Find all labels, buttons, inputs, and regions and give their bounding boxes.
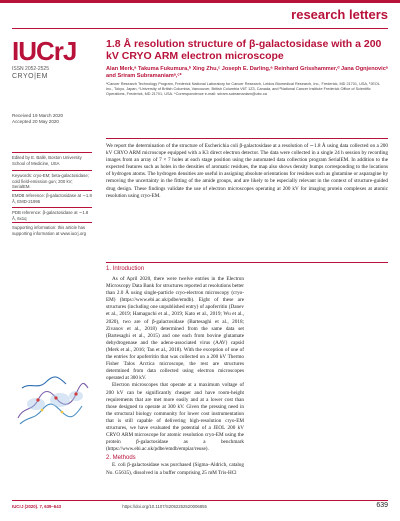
intro-paragraph-1: As of April 2020, there were twelve entries in the Electron Microscopy Data Bank for structures reported at resolutions better than 2.0 Å using single-particle cryo-electron microscopy (cryo-EM) (https://www.ebi.ac.uk/pdbe/emdb). Eight of these are structures (including one unpublished entry) of apoferritin (Danev et al., 2019; Hamaguchi et al., 2019; Kato et al., 2019; Wu et al., 2020), two are of β-galactosidase (Bartesaghi et al., 2018; Zivanov et al., 2018) determined from the same data set (Bartesaghi et al., 2015) and one each from bovine glutamate dehydrogenase and the adeno-associated virus (AAV) capsid (Merk et al., 2016; Tan et al., 2018). With the exception of one of the entries for apoferritin that was collected on a 200 kV Thermo Fisher Talos Arctica microscope, the rest are structures determined from data collected using electron microscopes operated at 300 kV.	[106, 276, 244, 382]
emdb-reference: EMDB reference: β-galactosidase at ∼1.8 Å, EMD-21995	[12, 190, 92, 204]
methods-paragraph-1: E. coli β-galactosidase was purchased (Sigma–Aldrich, catalog No. G5635), dissolved in a buffer comprising 25 mM Tris-HCl	[106, 462, 244, 476]
affiliations: ᵃCancer Research Technology Program, Frederick National Laboratory for Cancer Research, Leidos Biomedical Research, Inc., Frederick, MD 21701, USA, ᵇJEOL Inc., Tokyo, Japan, ᶜUniversity of British Columbia, Vancouver, British Columbia V6T 1Z3, Canada, and ᵈNational Cancer Institute Frederick Office of Scientific Operations, Frederick, MD 21701, USA. *Correspondence e-mail: sriram.subramaniam@ubc.ca	[106, 82, 380, 96]
abstract-top-rule	[106, 138, 388, 139]
supporting-info: Supporting information: this article has supporting information at www.iucrj.org	[12, 222, 92, 236]
header-rule	[12, 28, 388, 29]
abstract: We report the determination of the structure of Escherichia coli β-galactosidase at a resolution of ∼1.8 Å using data collected on a 200 kV CRYO ARM microscope equipped with a K3 direct electron detector. The data were collected in a single 24 h session by recording images from an array of 7 × 7 holes at each stage position using the automated data collection program SerialEM. In addition to the expected features such as holes in the densities of aromatic residues, the map also shows density bumps corresponding to the locations of hydrogen atoms. The hydrogen densities are useful in assigning absolute orientations for residues such as glutamine or asparagine by removing the uncertainty in the fitting of the amide groups, and are likely to be especially relevant in the context of structure-guided drug design. These findings validate the use of electron microscopes operating at 200 kV for imaging protein complexes at atomic resolution using cryo-EM.	[106, 143, 388, 199]
top-accent-bar	[0, 0, 400, 3]
received-date: Received 19 March 2020	[12, 113, 64, 118]
accepted-date: Accepted 20 May 2020	[12, 119, 59, 124]
pdb-reference: PDB reference: β-galactosidase at ∼1.8 Å, 6x1q	[12, 207, 92, 221]
page-number: 639	[376, 502, 388, 509]
abstract-bottom-rule	[106, 262, 388, 263]
issn: ISSN 2052-2525	[12, 66, 49, 72]
body-text	[106, 276, 244, 477]
intro-paragraph-2: Electron microscopes that operate at a maximum voltage of 200 kV can be significantly cheaper and have room-height requirements that are met more easily and at a lower cost than those designed to operate at 300 kV. Given the pressing need in the structural biology community for lower cost instrumentation that is still capable of delivering high-resolution cryo-EM structures, we have evaluated the potential of a JEOL 200 kV CRYO ARM microscope for atomic resolution cryo-EM using the protein β-galactosidase as a benchmark (https://www.ebi.ac.uk/pdbe/emdb/empiar/reuse).	[106, 382, 244, 453]
author-list: Alan Merk,ᵃ Takuma Fukumura,ᵇ Xing Zhu,ᶜ Joseph E. Darling,ᵃ Reinhard Grisshammer,ᵈ Jana Ognjenovicᵃ and Sriram Subramaniamᵃ,ᶜ*	[106, 66, 388, 79]
page-footer	[12, 500, 388, 509]
molecular-structure-figure	[12, 368, 92, 433]
journal-logo: IUCrJ	[12, 36, 77, 66]
journal-brand: CRYO|EM	[12, 73, 48, 80]
doi-link[interactable]: https://doi.org/10.1107/S2052252520006855	[122, 504, 207, 509]
citation: IUCrJ (2020). 7, 639–643	[12, 504, 61, 509]
section-label: research letters	[291, 7, 388, 22]
journal-masthead	[12, 38, 92, 80]
keywords-box: Keywords: cryo-EM; beta-galactosidase; cold field-emission gun; 200 kV; SerialEM.	[12, 170, 92, 190]
editor-box: Edited by E. Ballé, Boston University School of Medicine, USA	[12, 152, 92, 166]
article-title: 1.8 Å resolution structure of β-galactosidase with a 200 kV CRYO ARM electron microscope	[106, 38, 382, 62]
section-heading-introduction: 1. Introduction	[106, 266, 145, 272]
article-dates	[12, 113, 92, 125]
section-heading-methods: 2. Methods	[106, 455, 136, 462]
